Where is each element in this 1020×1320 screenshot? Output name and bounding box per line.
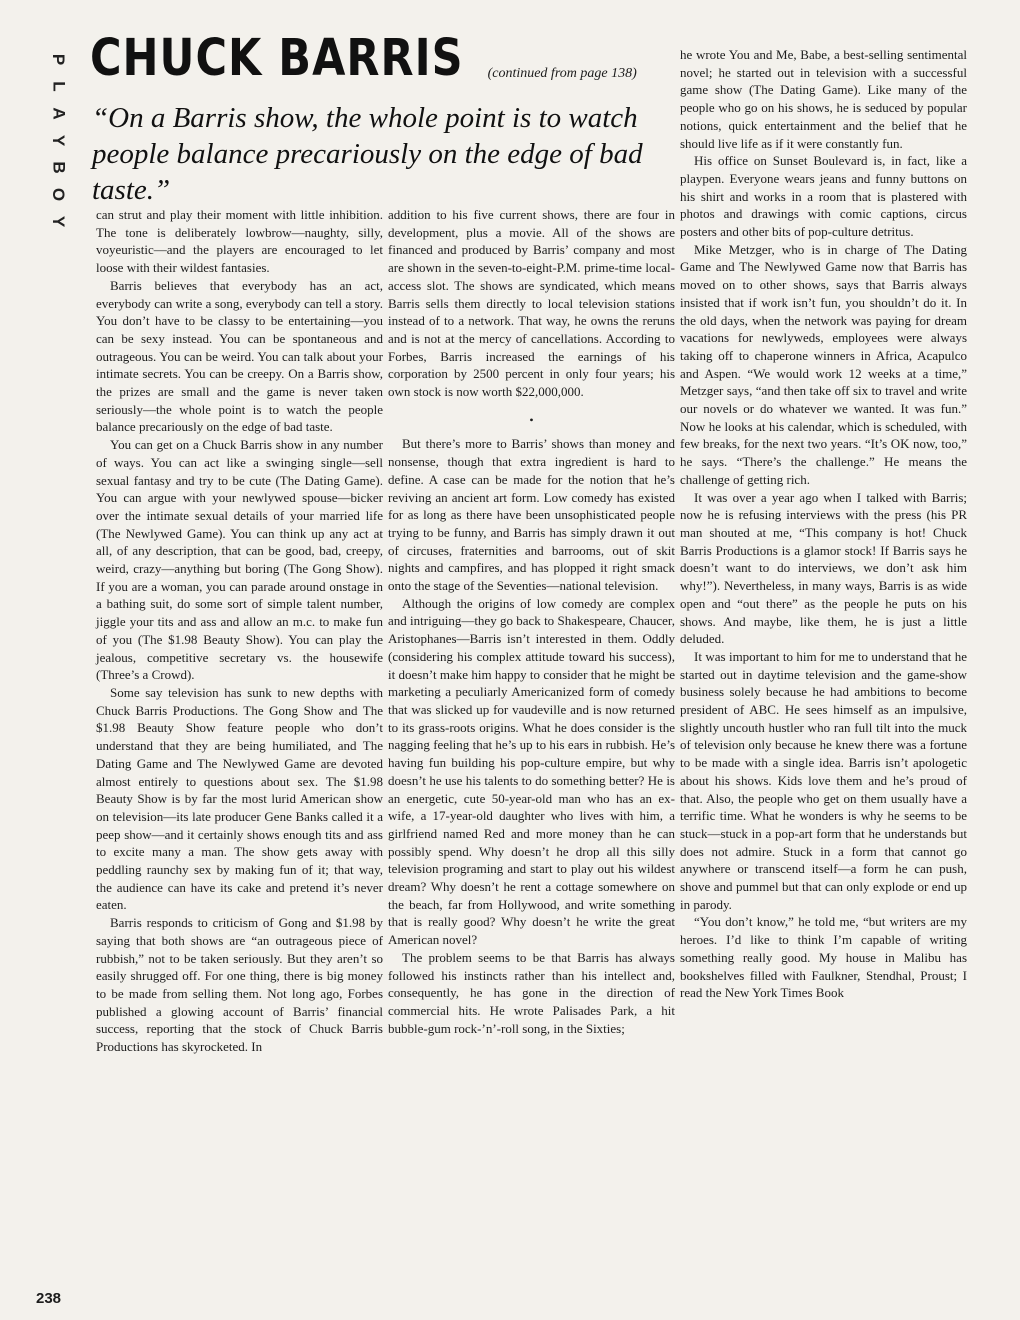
continued-note: (continued from page 138): [487, 66, 637, 81]
article-title: CHUCK BARRIS: [90, 29, 464, 88]
paragraph: Some say television has sunk to new depths with Chuck Barris Productions. The Gong Show and The $1.98 Beauty Show feature people who don’t understand that they are being humiliated, and The Dating Game and The Newlywed Game are devoted almost entirely to questions about sex. The $1.98 Beauty Show is by far the most lurid American show on television—its late producer Gene Banks called it a peep show—and it certainly shows enough tits and ass to excite many a man. The show gets away with peddling raunchy sex by making fun of it; that way, the audience can have its cake and pretend it’s never eaten.: [96, 684, 383, 913]
spine-letter: Y: [49, 134, 69, 147]
article-heading: [90, 29, 670, 88]
paragraph: His office on Sunset Boulevard is, in fact, like a playpen. Everyone wears jeans and funny buttons on his shirt and works in a room that is plastered with photos and drawings with comic captions, circus posters and other bits of pop-culture detritus.: [680, 153, 967, 240]
magazine-spine: [44, 46, 74, 235]
paragraph: Mike Metzger, who is in charge of The Dating Game and The Newlywed Game now that Barris has moved on to other shows, says that Barris always insisted that if work isn’t fun, you shouldn’t do it. In the old days, when the network was paying for dream vacations for newlyweds, employees were always taking off to chaperone winners in Africa, Acapulco and Aspen. “We would work 12 weeks at a time,” Metzger says, “and then take off six to travel and write our novels or do whatever we wanted. It was fun.” Now he looks at his calendar, which is scheduled, with few breaks, for the next two years. “It’s OK now, too,” he says. “There’s the challenge.” He means the challenge of getting rich.: [680, 241, 967, 487]
text-column-3: [680, 46, 967, 1002]
section-break-bullet: •: [529, 412, 534, 427]
paragraph: Although the origins of low comedy are complex and intriguing—they go back to Shakespeare, Chaucer, Aristophanes—Barris isn’t interested in them. Oddly (considering his complex attitude toward his success), it doesn’t make him happy to consider that he might be marketing a peculiarly Americanized form of comedy that was slicked up for vaudeville and is now returned to its grass-roots origins. What he does consider is the nagging feeling that he’s up to his ears in rubbish. He’s having fun building his pop-culture empire, but why doesn’t he use his talents to do something better? He is an energetic, cute 50-year-old man who has an ex-wife, a 17-year-old daughter who lives with him, a girlfriend named Red and more money than he can possibly spend. Why doesn’t he drop all this silly television programing and start to play out his wildest dream? Why doesn’t he rent a cottage somewhere on the beach, far from Hollywood, and write something that is really good? Why doesn’t he write the great American novel?: [388, 595, 675, 948]
text-column-2: [388, 206, 675, 1037]
spine-letter: A: [49, 107, 69, 120]
page-number: 238: [36, 1290, 62, 1307]
paragraph: “You don’t know,” he told me, “but writers are my heroes. I’d like to think I’m capable of writing something really good. My house in Malibu has bookshelves filled with Faulkner, Stendhal, Proust; I read the New York Times Book: [680, 914, 967, 1001]
paragraph: It was important to him for me to understand that he started out in daytime television and the game-show business solely because he had ambitions to become president of ABC. He sees himself as an impulsive, slightly uncouth hustler who ran full tilt into the muck of television only because he knew there was a fortune to be made with a single idea. Barris isn’t apologetic about his shows. Kids love them and he’s proud of that. Also, the people who get on them usually have a terrific time. What he wonders is why he seems to be stuck—stuck in a pop-art form that he understands but does not admire. Stuck in a form that cannot go anywhere or transcend itself—a form he can push, shove and pummel but that can only explode or end up in parody.: [680, 648, 967, 912]
spine-letter: O: [49, 187, 69, 202]
paragraph: Barris responds to criticism of Gong and $1.98 by saying that both shows are “an outrageous piece of rubbish,” not to be taken seriously. But they aren’t so easily shrugged off. For one thing, there is big money to be made from selling them. Not long ago, Forbes published a glowing account of Barris’ financial success, reporting that the stock of Chuck Barris Productions has skyrocketed. In: [96, 915, 383, 1055]
paragraph: You can get on a Chuck Barris show in any number of ways. You can act like a swinging single—sell sexual fantasy and try to be cute (The Dating Game). You can argue with your newlywed spouse—bicker over the intimate sexual details of your married life (The Newlywed Game). You can think up any act at all, of any description, that can be good, bad, creepy, weird, crazy—anything but boring (The Gong Show). If you are a woman, you can parade around onstage in a bathing suit, do some sort of simple talent number, jiggle your tits and ass and allow an m.c. to make fun of you (The $1.98 Beauty Show). You can play the jealous, competitive secretary vs. the housewife (Three’s a Crowd).: [96, 437, 383, 683]
spine-letter: Y: [49, 215, 69, 228]
spine-letter: L: [49, 81, 69, 92]
text-column-1: [96, 206, 383, 1056]
paragraph: It was over a year ago when I talked with Barris; now he is refusing interviews with the press (his PR man shouted at me, “This company is hot! Chuck Barris Productions is a glamor stock! If Barris says he doesn’t want to do interviews, we don’t ask him why!”). Nevertheless, in many ways, Barris is as wide open and “out there” as the people he puts on his shows. And maybe, like them, he is just a little deluded.: [680, 489, 967, 647]
paragraph: Barris believes that everybody has an act, everybody can write a song, everybody can tell a story. You don’t have to be classy to be entertaining—you can be sexy instead. You can be spontaneous and outrageous. You can be weird. You can talk about your intimate secrets. You can be creepy. On a Barris show, the prizes are small and the game is never taken seriously—the whole point is to watch the people balance precariously on the edge of bad taste.: [96, 277, 383, 435]
paragraph: The problem seems to be that Barris has always followed his instincts rather than his intellect and, consequently, he has gone in the direction of commercial hits. He wrote Palisades Park, a hit bubble-gum rock-’n’-roll song, in the Sixties;: [388, 949, 675, 1036]
paragraph: But there’s more to Barris’ shows than money and nonsense, though that extra ingredient is hard to define. A case can be made for the notion that he’s reviving an ancient art form. Low comedy has existed for as long as there have been unsophisticated people trying to be funny, and Barris has simply drawn it out of circuses, fraternities and barrooms, out of skit nights and campfires, and has plopped it right smack onto the stage of the Seventies—national television.: [388, 436, 675, 594]
spine-letter: P: [49, 53, 69, 66]
paragraph: he wrote You and Me, Babe, a best-selling sentimental novel; he started out in television with a successful game show (The Dating Game). Like many of the people who go on his shows, he is seduced by popular notions, quick entertainment and the belief that he should live life as if it were constantly fun.: [680, 47, 967, 151]
paragraph: can strut and play their moment with little inhibition. The tone is deliberately lowbrow—naughty, silly, voyeuristic—and the players are encouraged to let loose with their wildest fantasies.: [96, 207, 383, 276]
paragraph: addition to his five current shows, there are four in development, plus a movie. All of the shows are financed and produced by Barris’ company and most are shown in the seven-to-eight-P.M. prime-time local-access slot. The shows are syndicated, which means Barris sells them directly to local television stations instead of to a network. That way, he owns the reruns and is not at the mercy of cancellations. According to Forbes, Barris increased the earnings of his corporation by 2500 percent in only four years; his own stock is now worth $22,000,000.: [388, 207, 675, 400]
pull-quote: “On a Barris show, the whole point is to watch people balance precariously on the edge of bad taste.”: [92, 102, 643, 206]
spine-letter: B: [49, 161, 69, 174]
